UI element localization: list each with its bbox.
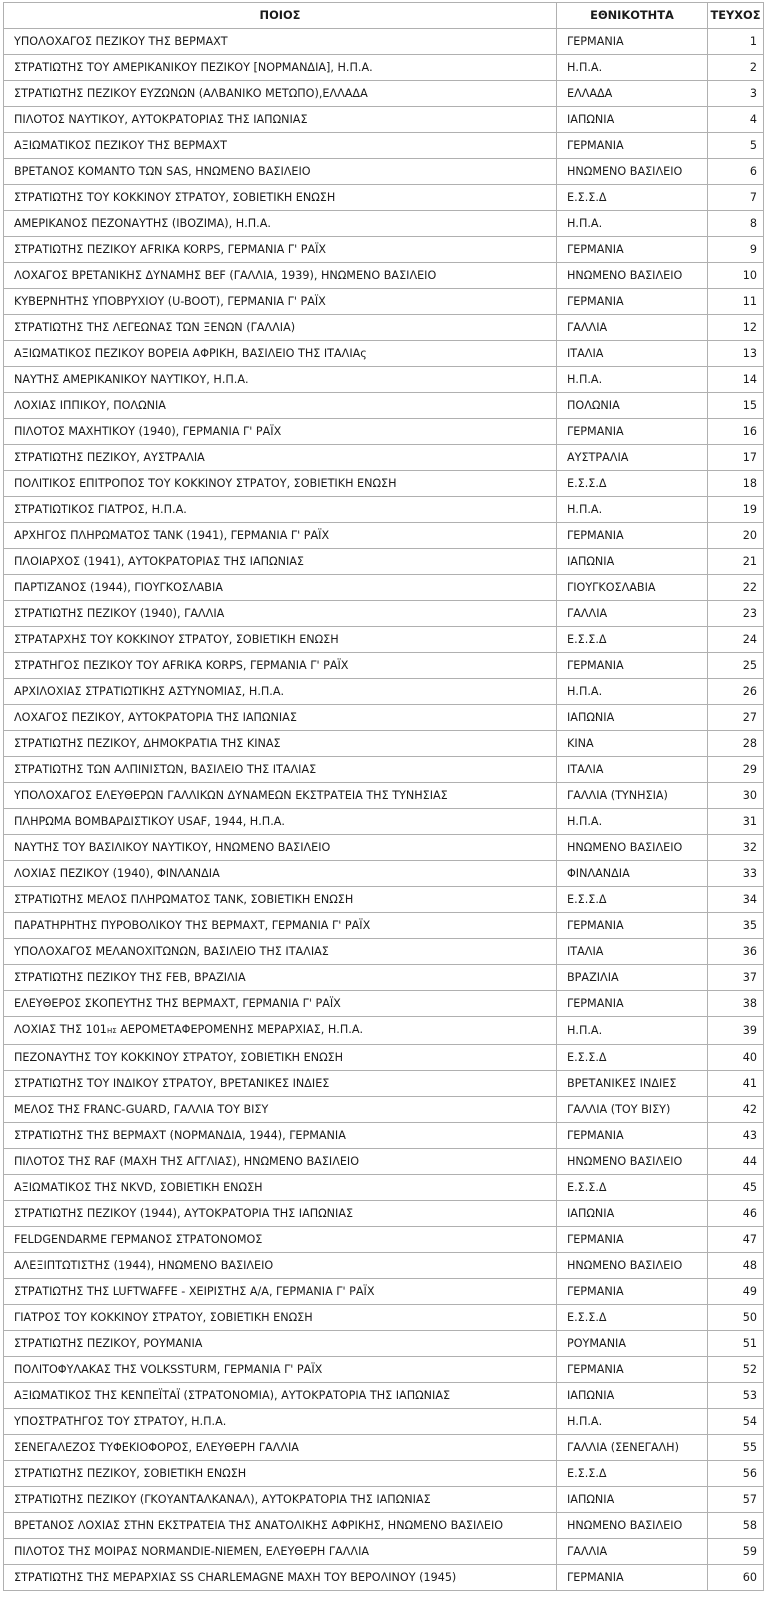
cell-issue: 22 [708,575,764,601]
table-row [4,1357,764,1383]
cell-issue: 8 [708,211,764,237]
table-row [4,81,764,107]
cell-nationality: ΙΤΑΛΙΑ [557,939,708,965]
cell-issue: 10 [708,263,764,289]
cell-who: ΥΠΟΛΟΧΑΓΟΣ ΜΕΛΑΝΟΧΙΤΩΝΩΝ, ΒΑΣΙΛΕΙΟ ΤΗΣ ΙΤΑΛΙΑΣ [4,939,557,965]
cell-issue: 12 [708,315,764,341]
cell-issue: 11 [708,289,764,315]
table-row [4,133,764,159]
table-row [4,107,764,133]
cell-issue: 32 [708,835,764,861]
cell-who: ΣΤΡΑΤΙΩΤΗΣ ΤΗΣ LUFTWAFFE - ΧΕΙΡΙΣΤΗΣ Α/Α, ΓΕΡΜΑΝΙΑ Γ' ΡΑΪΧ [4,1279,557,1305]
cell-issue: 36 [708,939,764,965]
table-row [4,601,764,627]
cell-who: ΕΛΕΥΘΕΡΟΣ ΣΚΟΠΕΥΤΗΣ ΤΗΣ ΒΕΡΜΑΧΤ, ΓΕΡΜΑΝΙΑ Γ' ΡΑΪΧ [4,991,557,1017]
cell-nationality: ΙΑΠΩΝΙΑ [557,1383,708,1409]
table-row [4,1175,764,1201]
cell-nationality: ΙΤΑΛΙΑ [557,757,708,783]
cell-issue: 19 [708,497,764,523]
cell-issue: 43 [708,1123,764,1149]
cell-who: ΣΤΡΑΤΙΩΤΗΣ ΠΕΖΙΚΟΥ ΤΗΣ FEB, ΒΡΑΖΙΛΙΑ [4,965,557,991]
table-row [4,211,764,237]
cell-who: ΛΟΧΙΑΣ ΙΠΠΙΚΟΥ, ΠΟΛΩΝΙΑ [4,393,557,419]
table-row [4,1071,764,1097]
table-row [4,1149,764,1175]
header-nationality: ΕΘΝΙΚΟΤΗΤΑ [557,3,708,29]
table-row [4,1045,764,1071]
cell-issue: 1 [708,29,764,55]
cell-nationality: Η.Π.Α. [557,211,708,237]
cell-nationality: ΙΑΠΩΝΙΑ [557,1201,708,1227]
table-row [4,1487,764,1513]
table-row [4,29,764,55]
cell-nationality: ΓΕΡΜΑΝΙΑ [557,1565,708,1591]
cell-who: ΠΙΛΟΤΟΣ ΤΗΣ ΜΟΙΡΑΣ NORMANDIE-NIEMEN, ΕΛΕΥΘΕΡΗ ΓΑΛΛΙΑ [4,1539,557,1565]
cell-who: ΚΥΒΕΡΝΗΤΗΣ ΥΠΟΒΡΥΧΙΟΥ (U-BOOT), ΓΕΡΜΑΝΙΑ Γ' ΡΑΪΧ [4,289,557,315]
cell-issue: 13 [708,341,764,367]
cell-nationality: Ε.Σ.Σ.Δ [557,185,708,211]
table-row [4,419,764,445]
cell-who: ΒΡΕΤΑΝΟΣ ΚΟΜΑΝΤΟ ΤΩΝ SAS, ΗΝΩΜΕΝΟ ΒΑΣΙΛΕΙΟ [4,159,557,185]
cell-nationality: ΓΑΛΛΙΑ (ΤΥΝΗΣΙΑ) [557,783,708,809]
table-row [4,497,764,523]
cell-issue: 15 [708,393,764,419]
cell-who: ΣΕΝΕΓΑΛΕΖΟΣ ΤΥΦΕΚΙΟΦΟΡΟΣ, ΕΛΕΥΘΕΡΗ ΓΑΛΛΙΑ [4,1435,557,1461]
cell-nationality: Η.Π.Α. [557,679,708,705]
cell-issue: 58 [708,1513,764,1539]
cell-issue: 59 [708,1539,764,1565]
cell-issue: 54 [708,1409,764,1435]
cell-issue: 41 [708,1071,764,1097]
table-row [4,1539,764,1565]
cell-issue: 4 [708,107,764,133]
cell-who: ΑΛΕΞΙΠΤΩΤΙΣΤΗΣ (1944), ΗΝΩΜΕΝΟ ΒΑΣΙΛΕΙΟ [4,1253,557,1279]
cell-who: ΣΤΡΑΤΙΩΤΗΣ ΤΗΣ ΜΕΡΑΡΧΙΑΣ SS CHARLEMAGNE ΜΑΧΗ ΤΟΥ ΒΕΡΟΛΙΝΟΥ (1945) [4,1565,557,1591]
cell-nationality: ΓΑΛΛΙΑ (ΤΟΥ ΒΙΣΥ) [557,1097,708,1123]
cell-who: ΣΤΡΑΤΙΩΤΗΣ ΠΕΖΙΚΟΥ, ΔΗΜΟΚΡΑΤΙΑ ΤΗΣ ΚΙΝΑΣ [4,731,557,757]
cell-nationality: Η.Π.Α. [557,497,708,523]
table-row [4,1253,764,1279]
cell-nationality: ΡΟΥΜΑΝΙΑ [557,1331,708,1357]
cell-nationality: ΓΕΡΜΑΝΙΑ [557,991,708,1017]
cell-who-text: ΛΟΧΙΑΣ ΤΗΣ 101 [14,1023,107,1036]
table-row [4,341,764,367]
cell-nationality: ΓΕΡΜΑΝΙΑ [557,1227,708,1253]
cell-who: ΣΤΡΑΤΗΓΟΣ ΠΕΖΙΚΟΥ ΤΟΥ AFRIKA KORPS, ΓΕΡΜΑΝΙΑ Γ' ΡΑΪΧ [4,653,557,679]
cell-nationality: ΓΕΡΜΑΝΙΑ [557,523,708,549]
table-row [4,315,764,341]
cell-issue: 7 [708,185,764,211]
cell-who: ΛΟΧΑΓΟΣ ΒΡΕΤΑΝΙΚΗΣ ΔΥΝΑΜΗΣ BEF (ΓΑΛΛΙΑ, 1939), ΗΝΩΜΕΝΟ ΒΑΣΙΛΕΙΟ [4,263,557,289]
cell-issue: 47 [708,1227,764,1253]
table-row [4,887,764,913]
table-row [4,783,764,809]
table-row [4,939,764,965]
table-row [4,575,764,601]
table-row [4,1201,764,1227]
cell-who: ΑΞΙΩΜΑΤΙΚΟΣ ΤΗΣ ΚΕΝΠΕΪΤΑΪ (ΣΤΡΑΤΟΝΟΜΙΑ), ΑΥΤΟΚΡΑΤΟΡΙΑ ΤΗΣ ΙΑΠΩΝΙΑΣ [4,1383,557,1409]
cell-nationality: ΓΕΡΜΑΝΙΑ [557,29,708,55]
cell-who: ΣΤΡΑΤΙΩΤΗΣ ΠΕΖΙΚΟΥ AFRIKA KORPS, ΓΕΡΜΑΝΙΑ Γ' ΡΑΪΧ [4,237,557,263]
table-row [4,731,764,757]
table-row [4,653,764,679]
cell-nationality: ΓΕΡΜΑΝΙΑ [557,1123,708,1149]
table-row [4,185,764,211]
cell-nationality: ΕΛΛΑΔΑ [557,81,708,107]
cell-who: ΣΤΡΑΤΙΩΤΗΣ ΤΟΥ ΑΜΕΡΙΚΑΝΙΚΟΥ ΠΕΖΙΚΟΥ [ΝΟΡΜΑΝΔΙΑ], Η.Π.Α. [4,55,557,81]
cell-issue: 38 [708,991,764,1017]
cell-issue: 39 [708,1017,764,1045]
cell-issue: 37 [708,965,764,991]
cell-nationality: ΚΙΝΑ [557,731,708,757]
cell-nationality: ΓΑΛΛΙΑ (ΣΕΝΕΓΑΛΗ) [557,1435,708,1461]
cell-who: ΣΤΡΑΤΙΩΤΗΣ ΠΕΖΙΚΟΥ (ΓΚΟΥΑΝΤΑΛΚΑΝΑΛ), ΑΥΤΟΚΡΑΤΟΡΙΑ ΤΗΣ ΙΑΠΩΝΙΑΣ [4,1487,557,1513]
cell-who: ΠΛΟΙΑΡΧΟΣ (1941), ΑΥΤΟΚΡΑΤΟΡΙΑΣ ΤΗΣ ΙΑΠΩΝΙΑΣ [4,549,557,575]
cell-who: ΑΞΙΩΜΑΤΙΚΟΣ ΠΕΖΙΚΟΥ ΤΗΣ ΒΕΡΜΑΧΤ [4,133,557,159]
table-row [4,523,764,549]
cell-nationality: ΓΑΛΛΙΑ [557,1539,708,1565]
table-row [4,263,764,289]
cell-issue: 35 [708,913,764,939]
cell-nationality: ΒΡΑΖΙΛΙΑ [557,965,708,991]
table-row [4,393,764,419]
cell-who: ΒΡΕΤΑΝΟΣ ΛΟΧΙΑΣ ΣΤΗΝ ΕΚΣΤΡΑΤΕΙΑ ΤΗΣ ΑΝΑΤΟΛΙΚΗΣ ΑΦΡΙΚΗΣ, ΗΝΩΜΕΝΟ ΒΑΣΙΛΕΙΟ [4,1513,557,1539]
cell-who [4,1017,557,1045]
cell-issue: 9 [708,237,764,263]
cell-issue: 57 [708,1487,764,1513]
table-row [4,1565,764,1591]
cell-issue: 55 [708,1435,764,1461]
table-row [4,913,764,939]
table-row [4,1331,764,1357]
cell-issue: 29 [708,757,764,783]
cell-who: ΣΤΡΑΤΙΩΤΗΣ ΤΩΝ ΑΛΠΙΝΙΣΤΩΝ, ΒΑΣΙΛΕΙΟ ΤΗΣ ΙΤΑΛΙΑΣ [4,757,557,783]
cell-issue: 56 [708,1461,764,1487]
cell-issue: 28 [708,731,764,757]
cell-issue: 16 [708,419,764,445]
cell-nationality: ΓΕΡΜΑΝΙΑ [557,419,708,445]
cell-who: ΑΞΙΩΜΑΤΙΚΟΣ ΤΗΣ NKVD, ΣΟΒΙΕΤΙΚΗ ΕΝΩΣΗ [4,1175,557,1201]
cell-who: ΣΤΡΑΤΙΩΤΗΣ ΠΕΖΙΚΟΥ (1940), ΓΑΛΛΙΑ [4,601,557,627]
cell-issue: 26 [708,679,764,705]
table-row [4,159,764,185]
cell-who: ΛΟΧΙΑΣ ΠΕΖΙΚΟΥ (1940), ΦΙΝΛΑΝΔΙΑ [4,861,557,887]
cell-nationality: ΙΤΑΛΙΑ [557,341,708,367]
cell-who-text: ΑΕΡΟΜΕΤΑΦΕΡΟΜΕΝΗΣ ΜΕΡΑΡΧΙΑΣ, Η.Π.Α. [116,1023,364,1036]
cell-who: ΣΤΡΑΤΙΩΤΗΣ ΤΟΥ ΙΝΔΙΚΟΥ ΣΤΡΑΤΟΥ, ΒΡΕΤΑΝΙΚΕΣ ΙΝΔΙΕΣ [4,1071,557,1097]
cell-nationality: Ε.Σ.Σ.Δ [557,471,708,497]
cell-who: ΝΑΥΤΗΣ ΑΜΕΡΙΚΑΝΙΚΟΥ ΝΑΥΤΙΚΟΥ, Η.Π.Α. [4,367,557,393]
cell-who: ΝΑΥΤΗΣ ΤΟΥ ΒΑΣΙΛΙΚΟΥ ΝΑΥΤΙΚΟΥ, ΗΝΩΜΕΝΟ ΒΑΣΙΛΕΙΟ [4,835,557,861]
cell-who: ΑΡΧΙΛΟΧΙΑΣ ΣΤΡΑΤΙΩΤΙΚΗΣ ΑΣΤΥΝΟΜΙΑΣ, Η.Π.Α. [4,679,557,705]
table-row [4,705,764,731]
cell-nationality: ΓΕΡΜΑΝΙΑ [557,913,708,939]
cell-nationality: ΓΕΡΜΑΝΙΑ [557,653,708,679]
cell-nationality: Η.Π.Α. [557,55,708,81]
cell-who: ΠΙΛΟΤΟΣ ΜΑΧΗΤΙΚΟΥ (1940), ΓΕΡΜΑΝΙΑ Γ' ΡΑΪΧ [4,419,557,445]
table-row [4,237,764,263]
ordinal-suffix: ΗΣ [106,1027,117,1035]
cell-who: ΣΤΡΑΤΙΩΤΗΣ ΠΕΖΙΚΟΥ, ΑΥΣΤΡΑΛΙΑ [4,445,557,471]
table-row [4,1017,764,1045]
table-row [4,55,764,81]
table-row [4,445,764,471]
cell-who: ΛΟΧΑΓΟΣ ΠΕΖΙΚΟΥ, ΑΥΤΟΚΡΑΤΟΡΙΑ ΤΗΣ ΙΑΠΩΝΙΑΣ [4,705,557,731]
table-row [4,1513,764,1539]
cell-issue: 42 [708,1097,764,1123]
cell-who: ΣΤΡΑΤΙΩΤΗΣ ΤΟΥ ΚΟΚΚΙΝΟΥ ΣΤΡΑΤΟΥ, ΣΟΒΙΕΤΙΚΗ ΕΝΩΣΗ [4,185,557,211]
table-row [4,549,764,575]
cell-who: ΠΑΡΤΙΖΑΝΟΣ (1944), ΓΙΟΥΓΚΟΣΛΑΒΙΑ [4,575,557,601]
cell-issue: 27 [708,705,764,731]
cell-who: ΥΠΟΛΟΧΑΓΟΣ ΕΛΕΥΘΕΡΩΝ ΓΑΛΛΙΚΩΝ ΔΥΝΑΜΕΩΝ ΕΚΣΤΡΑΤΕΙΑ ΤΗΣ ΤΥΝΗΣΙΑΣ [4,783,557,809]
cell-nationality: ΓΕΡΜΑΝΙΑ [557,133,708,159]
cell-nationality: ΗΝΩΜΕΝΟ ΒΑΣΙΛΕΙΟ [557,263,708,289]
cell-nationality: ΓΕΡΜΑΝΙΑ [557,289,708,315]
cell-nationality: Ε.Σ.Σ.Δ [557,1461,708,1487]
table-row [4,757,764,783]
cell-nationality: ΦΙΝΛΑΝΔΙΑ [557,861,708,887]
cell-nationality: Η.Π.Α. [557,1017,708,1045]
table-row [4,367,764,393]
table-row [4,1435,764,1461]
cell-nationality: ΙΑΠΩΝΙΑ [557,107,708,133]
cell-who: ΣΤΡΑΤΙΩΤΗΣ ΠΕΖΙΚΟΥ (1944), ΑΥΤΟΚΡΑΤΟΡΙΑ ΤΗΣ ΙΑΠΩΝΙΑΣ [4,1201,557,1227]
issues-table [3,2,764,1591]
cell-who: ΠΟΛΙΤΟΦΥΛΑΚΑΣ ΤΗΣ VOLKSSTURM, ΓΕΡΜΑΝΙΑ Γ' ΡΑΪΧ [4,1357,557,1383]
cell-who: FELDGENDARME ΓΕΡΜΑΝΟΣ ΣΤΡΑΤΟΝΟΜΟΣ [4,1227,557,1253]
cell-nationality: ΓΕΡΜΑΝΙΑ [557,1279,708,1305]
cell-nationality: ΓΑΛΛΙΑ [557,601,708,627]
cell-nationality: ΗΝΩΜΕΝΟ ΒΑΣΙΛΕΙΟ [557,835,708,861]
table-row [4,627,764,653]
table-body [4,29,764,1591]
table-row [4,289,764,315]
cell-issue: 17 [708,445,764,471]
table-row [4,1279,764,1305]
cell-nationality: ΗΝΩΜΕΝΟ ΒΑΣΙΛΕΙΟ [557,159,708,185]
cell-issue: 34 [708,887,764,913]
cell-nationality: ΓΕΡΜΑΝΙΑ [557,1357,708,1383]
cell-nationality: ΙΑΠΩΝΙΑ [557,705,708,731]
cell-issue: 53 [708,1383,764,1409]
cell-nationality: ΑΥΣΤΡΑΛΙΑ [557,445,708,471]
table-row [4,861,764,887]
cell-who: ΑΡΧΗΓΟΣ ΠΛΗΡΩΜΑΤΟΣ TANK (1941), ΓΕΡΜΑΝΙΑ Γ' ΡΑΪΧ [4,523,557,549]
cell-who: ΠΛΗΡΩΜΑ ΒΟΜΒΑΡΔΙΣΤΙΚΟΥ USAF, 1944, Η.Π.Α. [4,809,557,835]
cell-issue: 50 [708,1305,764,1331]
cell-who: ΥΠΟΣΤΡΑΤΗΓΟΣ ΤΟΥ ΣΤΡΑΤΟΥ, Η.Π.Α. [4,1409,557,1435]
cell-issue: 21 [708,549,764,575]
cell-who: ΣΤΡΑΤΙΩΤΗΣ ΠΕΖΙΚΟΥ ΕΥΖΩΝΩΝ (ΑΛΒΑΝΙΚΟ ΜΕΤΩΠΟ),ΕΛΛΑΔΑ [4,81,557,107]
cell-issue: 60 [708,1565,764,1591]
cell-issue: 24 [708,627,764,653]
table-row [4,1227,764,1253]
cell-who: ΓΙΑΤΡΟΣ ΤΟΥ ΚΟΚΚΙΝΟΥ ΣΤΡΑΤΟΥ, ΣΟΒΙΕΤΙΚΗ ΕΝΩΣΗ [4,1305,557,1331]
table-row [4,835,764,861]
cell-who: ΣΤΡΑΤΑΡΧΗΣ ΤΟΥ ΚΟΚΚΙΝΟΥ ΣΤΡΑΤΟΥ, ΣΟΒΙΕΤΙΚΗ ΕΝΩΣΗ [4,627,557,653]
cell-nationality: ΗΝΩΜΕΝΟ ΒΑΣΙΛΕΙΟ [557,1253,708,1279]
cell-nationality: Ε.Σ.Σ.Δ [557,1175,708,1201]
cell-who: ΠΟΛΙΤΙΚΟΣ ΕΠΙΤΡΟΠΟΣ ΤΟΥ ΚΟΚΚΙΝΟΥ ΣΤΡΑΤΟΥ, ΣΟΒΙΕΤΙΚΗ ΕΝΩΣΗ [4,471,557,497]
cell-nationality: Η.Π.Α. [557,809,708,835]
cell-issue: 2 [708,55,764,81]
cell-issue: 33 [708,861,764,887]
cell-who: ΣΤΡΑΤΙΩΤΗΣ ΤΗΣ ΒΕΡΜΑΧΤ (ΝΟΡΜΑΝΔΙΑ, 1944), ΓΕΡΜΑΝΙΑ [4,1123,557,1149]
cell-issue: 3 [708,81,764,107]
cell-nationality: Ε.Σ.Σ.Δ [557,1045,708,1071]
cell-who: ΜΕΛΟΣ ΤΗΣ FRANC-GUARD, ΓΑΛΛΙΑ ΤΟΥ ΒΙΣΥ [4,1097,557,1123]
cell-who: ΥΠΟΛΟΧΑΓΟΣ ΠΕΖΙΚΟΥ ΤΗΣ ΒΕΡΜΑΧΤ [4,29,557,55]
cell-issue: 30 [708,783,764,809]
cell-nationality: ΓΙΟΥΓΚΟΣΛΑΒΙΑ [557,575,708,601]
cell-nationality: Η.Π.Α. [557,1409,708,1435]
cell-issue: 51 [708,1331,764,1357]
table-row [4,679,764,705]
cell-issue: 45 [708,1175,764,1201]
header-row [4,3,764,29]
cell-nationality: ΓΕΡΜΑΝΙΑ [557,237,708,263]
cell-who: ΠΙΛΟΤΟΣ ΤΗΣ RAF (ΜΑΧΗ ΤΗΣ ΑΓΓΛΙΑΣ), ΗΝΩΜΕΝΟ ΒΑΣΙΛΕΙΟ [4,1149,557,1175]
cell-who: ΠΙΛΟΤΟΣ ΝΑΥΤΙΚΟΥ, ΑΥΤΟΚΡΑΤΟΡΙΑΣ ΤΗΣ ΙΑΠΩΝΙΑΣ [4,107,557,133]
cell-nationality: ΗΝΩΜΕΝΟ ΒΑΣΙΛΕΙΟ [557,1513,708,1539]
cell-issue: 25 [708,653,764,679]
cell-who: ΣΤΡΑΤΙΩΤΗΣ ΠΕΖΙΚΟΥ, ΣΟΒΙΕΤΙΚΗ ΕΝΩΣΗ [4,1461,557,1487]
table-row [4,1305,764,1331]
table-row [4,1409,764,1435]
table-row [4,809,764,835]
cell-issue: 48 [708,1253,764,1279]
table-row [4,965,764,991]
cell-nationality: Ε.Σ.Σ.Δ [557,627,708,653]
cell-issue: 5 [708,133,764,159]
cell-issue: 6 [708,159,764,185]
cell-issue: 49 [708,1279,764,1305]
cell-nationality: ΓΑΛΛΙΑ [557,315,708,341]
cell-who: ΑΜΕΡΙΚΑΝΟΣ ΠΕΖΟΝΑΥΤΗΣ (ΙΒΟΖΙΜΑ), Η.Π.Α. [4,211,557,237]
cell-nationality: Η.Π.Α. [557,367,708,393]
table-row [4,1123,764,1149]
table-row [4,1097,764,1123]
header-issue: ΤΕΥΧΟΣ [708,3,764,29]
cell-nationality: ΙΑΠΩΝΙΑ [557,549,708,575]
cell-who: ΣΤΡΑΤΙΩΤΗΣ ΠΕΖΙΚΟΥ, ΡΟΥΜΑΝΙΑ [4,1331,557,1357]
cell-who: ΣΤΡΑΤΙΩΤΗΣ ΜΕΛΟΣ ΠΛΗΡΩΜΑΤΟΣ TANK, ΣΟΒΙΕΤΙΚΗ ΕΝΩΣΗ [4,887,557,913]
cell-nationality: ΠΟΛΩΝΙΑ [557,393,708,419]
table-row [4,471,764,497]
cell-who: ΠΕΖΟΝΑΥΤΗΣ ΤΟΥ ΚΟΚΚΙΝΟΥ ΣΤΡΑΤΟΥ, ΣΟΒΙΕΤΙΚΗ ΕΝΩΣΗ [4,1045,557,1071]
cell-issue: 14 [708,367,764,393]
issues-table-container [3,2,763,1591]
cell-who: ΠΑΡΑΤΗΡΗΤΗΣ ΠΥΡΟΒΟΛΙΚΟΥ ΤΗΣ ΒΕΡΜΑΧΤ, ΓΕΡΜΑΝΙΑ Γ' ΡΑΪΧ [4,913,557,939]
cell-who: ΣΤΡΑΤΙΩΤΙΚΟΣ ΓΙΑΤΡΟΣ, Η.Π.Α. [4,497,557,523]
cell-nationality: ΒΡΕΤΑΝΙΚΕΣ ΙΝΔΙΕΣ [557,1071,708,1097]
cell-issue: 46 [708,1201,764,1227]
table-row [4,1461,764,1487]
cell-nationality: ΙΑΠΩΝΙΑ [557,1487,708,1513]
table-row [4,1383,764,1409]
cell-issue: 31 [708,809,764,835]
cell-nationality: ΗΝΩΜΕΝΟ ΒΑΣΙΛΕΙΟ [557,1149,708,1175]
cell-issue: 23 [708,601,764,627]
cell-issue: 20 [708,523,764,549]
cell-issue: 18 [708,471,764,497]
cell-nationality: Ε.Σ.Σ.Δ [557,887,708,913]
table-header [4,3,764,29]
table-row [4,991,764,1017]
cell-issue: 40 [708,1045,764,1071]
header-who: ΠΟΙΟΣ [4,3,557,29]
cell-issue: 52 [708,1357,764,1383]
cell-who: ΣΤΡΑΤΙΩΤΗΣ ΤΗΣ ΛΕΓΕΩΝΑΣ ΤΩΝ ΞΕΝΩΝ (ΓΑΛΛΙΑ) [4,315,557,341]
cell-who: ΑΞΙΩΜΑΤΙΚΟΣ ΠΕΖΙΚΟΥ ΒΟΡΕΙΑ ΑΦΡΙΚΗ, ΒΑΣΙΛΕΙΟ ΤΗΣ ΙΤΑΛΙΑς [4,341,557,367]
cell-nationality: Ε.Σ.Σ.Δ [557,1305,708,1331]
cell-issue: 44 [708,1149,764,1175]
